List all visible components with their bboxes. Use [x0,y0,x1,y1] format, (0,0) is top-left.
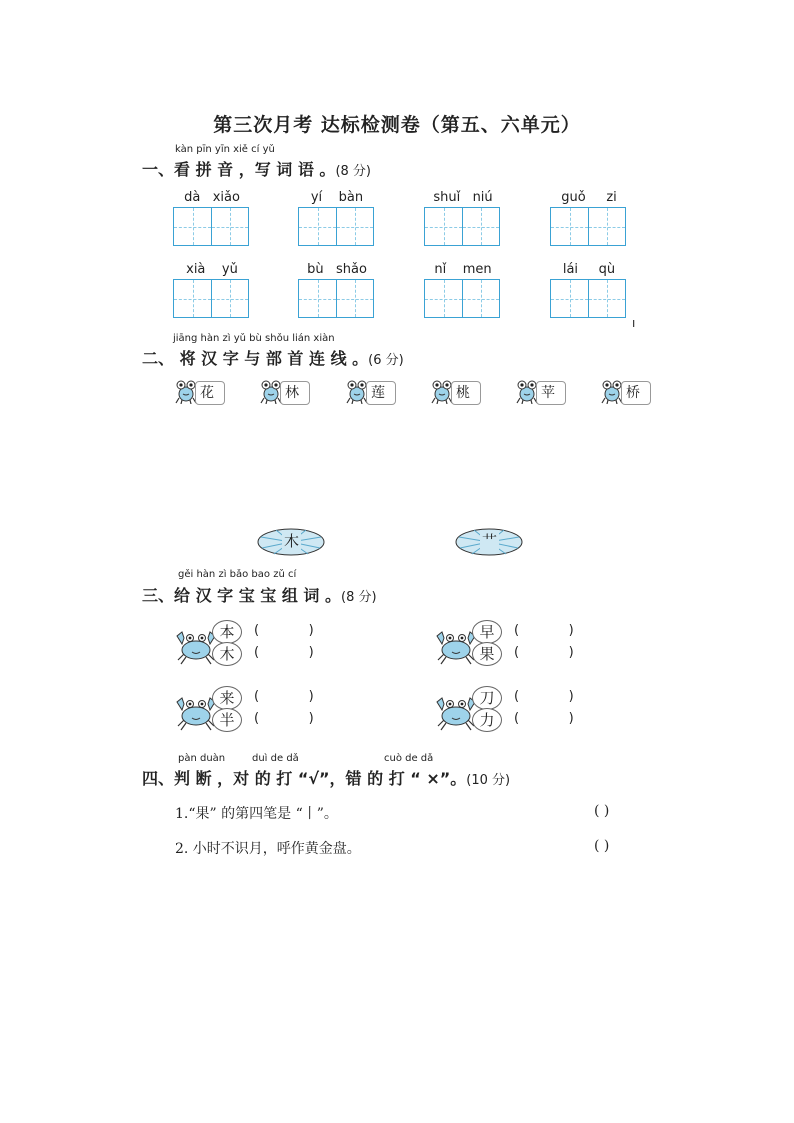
answer-blank[interactable]: ( ) [514,623,574,638]
char-bubble: 刀 [472,686,502,710]
word-writing-grid[interactable] [173,207,249,246]
section2-text: 二、 将 汉 字 与 部 首 连 线 。 [142,349,369,368]
crab-icon [176,622,216,666]
section4-pinyin-b: duì de dǎ [252,753,299,764]
section2-heading [142,346,404,369]
judge-item-2: 2. 小时不识月，呼作黄金盘。 [175,841,361,857]
section3-text: 三、给 汉 字 宝 宝 组 词 。 [142,586,341,605]
judge-item-1-blank[interactable]: ( ) [594,803,610,819]
word-pinyin: shuǐ niú [433,190,493,205]
word-writing-grid[interactable] [298,207,374,246]
frog-icon [346,378,368,404]
char-tag[interactable]: 苹 [536,381,566,405]
section3-heading [142,583,377,606]
word-writing-grid[interactable] [550,207,626,246]
section3-pinyin: gěi hàn zì bǎo bao zǔ cí [178,569,297,580]
char-bubble: 早 [472,620,502,644]
word-writing-grid[interactable] [424,207,500,246]
char-bubble: 来 [212,686,242,710]
section2-pinyin: jiāng hàn zì yǔ bù shǒu lián xiàn [173,333,335,344]
writing-cell[interactable] [299,280,336,317]
writing-cell[interactable] [174,208,211,245]
word-writing-grid[interactable] [173,279,249,318]
writing-cell[interactable] [425,208,462,245]
writing-cell[interactable] [336,280,373,317]
page-title: 第三次月考 达标检测卷（第五、六单元） [213,114,581,136]
answer-blank[interactable]: ( ) [254,645,314,660]
section2-score: (6 分) [368,353,404,368]
char-bubble: 果 [472,642,502,666]
char-tag[interactable]: 林 [280,381,310,405]
answer-blank[interactable]: ( ) [514,645,574,660]
char-bubble: 木 [212,642,242,666]
frog-icon [175,378,197,404]
word-pinyin: lái qù [562,262,616,277]
char-tag[interactable]: 莲 [366,381,396,405]
char-tag[interactable]: 花 [195,381,225,405]
char-tag[interactable]: 桃 [451,381,481,405]
section4-score: (10 分) [466,773,511,788]
writing-cell[interactable] [425,280,462,317]
crab-icon [436,622,476,666]
writing-cell[interactable] [462,280,499,317]
radical-label[interactable]: 木 [284,532,300,550]
answer-blank[interactable]: ( ) [254,711,314,726]
word-writing-grid[interactable] [424,279,500,318]
section3-score: (8 分) [341,590,377,605]
writing-cell[interactable] [174,280,211,317]
word-pinyin: nǐ men [434,262,492,277]
section4-heading [142,766,510,789]
writing-cell[interactable] [211,280,248,317]
crab-icon [176,688,216,732]
word-pinyin: xià yǔ [186,262,238,277]
answer-blank[interactable]: ( ) [254,689,314,704]
crab-icon [436,688,476,732]
writing-cell[interactable] [588,280,625,317]
judge-item-1: 1.“果” 的第四笔是 “丨”。 [175,806,338,822]
writing-cell[interactable] [462,208,499,245]
answer-blank[interactable]: ( ) [254,623,314,638]
word-pinyin: dà xiǎo [184,190,240,205]
frog-icon [516,378,538,404]
word-writing-grid[interactable] [298,279,374,318]
writing-cell[interactable] [336,208,373,245]
judge-item-2-blank[interactable]: ( ) [594,838,610,854]
writing-cell[interactable] [211,208,248,245]
frog-icon [601,378,623,404]
frog-icon [431,378,453,404]
char-bubble: 本 [212,620,242,644]
writing-cell[interactable] [588,208,625,245]
answer-blank[interactable]: ( ) [514,689,574,704]
char-bubble: 力 [472,708,502,732]
radical-label[interactable]: 艹 [482,532,498,550]
section1-text: 一、看 拼 音 ，写 词 语 。 [142,160,336,179]
stray-mark: ı [632,316,636,330]
char-bubble: 半 [212,708,242,732]
writing-cell[interactable] [551,208,588,245]
section4-pinyin-c: cuò de dǎ [384,753,434,764]
writing-cell[interactable] [299,208,336,245]
word-pinyin: yí bàn [310,190,364,205]
section4-text: 四、判 断 ，对 的 打 “√”，错 的 打 “ ×”。 [142,769,467,788]
char-tag[interactable]: 桥 [621,381,651,405]
frog-icon [260,378,282,404]
section1-pinyin: kàn pīn yīn xiě cí yǔ [175,144,275,155]
section4-pinyin-a: pàn duàn [178,753,226,764]
word-writing-grid[interactable] [550,279,626,318]
section1-score: (8 分) [335,164,371,179]
answer-blank[interactable]: ( ) [514,711,574,726]
writing-cell[interactable] [551,280,588,317]
section1-heading [142,157,371,180]
word-pinyin: guǒ zi [561,190,617,205]
word-pinyin: bù shǎo [307,262,367,277]
